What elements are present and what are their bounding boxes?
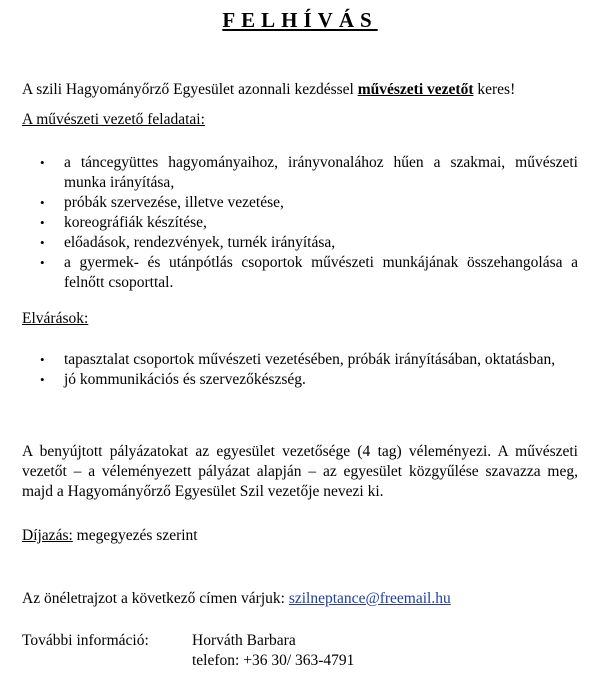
list-item: • koreográfiák készítése, [22, 213, 578, 233]
expectations-heading [22, 309, 578, 329]
intro-text-before: A szili Hagyományőrző Egyesület azonnali kezdéssel [22, 81, 358, 98]
contact-name: Horváth Barbara [192, 632, 296, 649]
list-item: • próbák szervezése, illetve vezetése, [22, 193, 578, 213]
expectations-heading-text: Elvárások: [22, 310, 89, 327]
list-item: • tapasztalat csoportok művészeti vezetésében, próbák irányításában, oktatásban, [22, 350, 578, 370]
email-link[interactable]: szilneptance@freemail.hu [288, 590, 451, 607]
intro-paragraph [22, 80, 578, 100]
expectations-list [22, 350, 578, 390]
intro-text-after: keres! [473, 81, 516, 98]
pay-value: megegyezés szerint [72, 527, 198, 544]
duties-heading [22, 110, 578, 130]
cv-line [22, 589, 578, 609]
list-item: • a gyermek- és utánpótlás csoportok művészeti munkájának összehangolása a felnőtt csoporttal. [22, 253, 578, 293]
list-item: • előadások, rendezvények, turnék irányítása, [22, 233, 578, 253]
cv-text: Az önéletrajzot a következő címen várjuk: [22, 590, 289, 607]
procedure-paragraph: A benyújtott pályázatokat az egyesület vezetősége (4 tag) véleményezi. A művészeti vezetőt – a véleményezett pályázat alapján – az egyesület közgyűlése szavazza meg, majd a Hagyományőrző Egyesület Szil vezetője nevezi ki. [22, 443, 578, 500]
duties-list [22, 153, 578, 293]
contact-phone: telefon: +36 30/ 363-4791 [192, 652, 355, 669]
intro-highlight: művészeti vezetőt [357, 81, 474, 98]
contact-label: További információ: [22, 632, 149, 649]
list-item: • a táncegyüttes hagyományaihoz, irányvonalához hűen a szakmai, művészeti munka irányítása, [22, 153, 578, 193]
contact-block [22, 631, 578, 671]
pay-label: Díjazás: [22, 527, 73, 544]
duties-heading-text: A művészeti vezető feladatai: [22, 111, 205, 128]
page-title: FELHÍVÁS [222, 8, 378, 32]
list-item: • jó kommunikációs és szervezőkészség. [22, 370, 578, 390]
contact-row [22, 631, 578, 651]
pay-line [22, 526, 578, 546]
